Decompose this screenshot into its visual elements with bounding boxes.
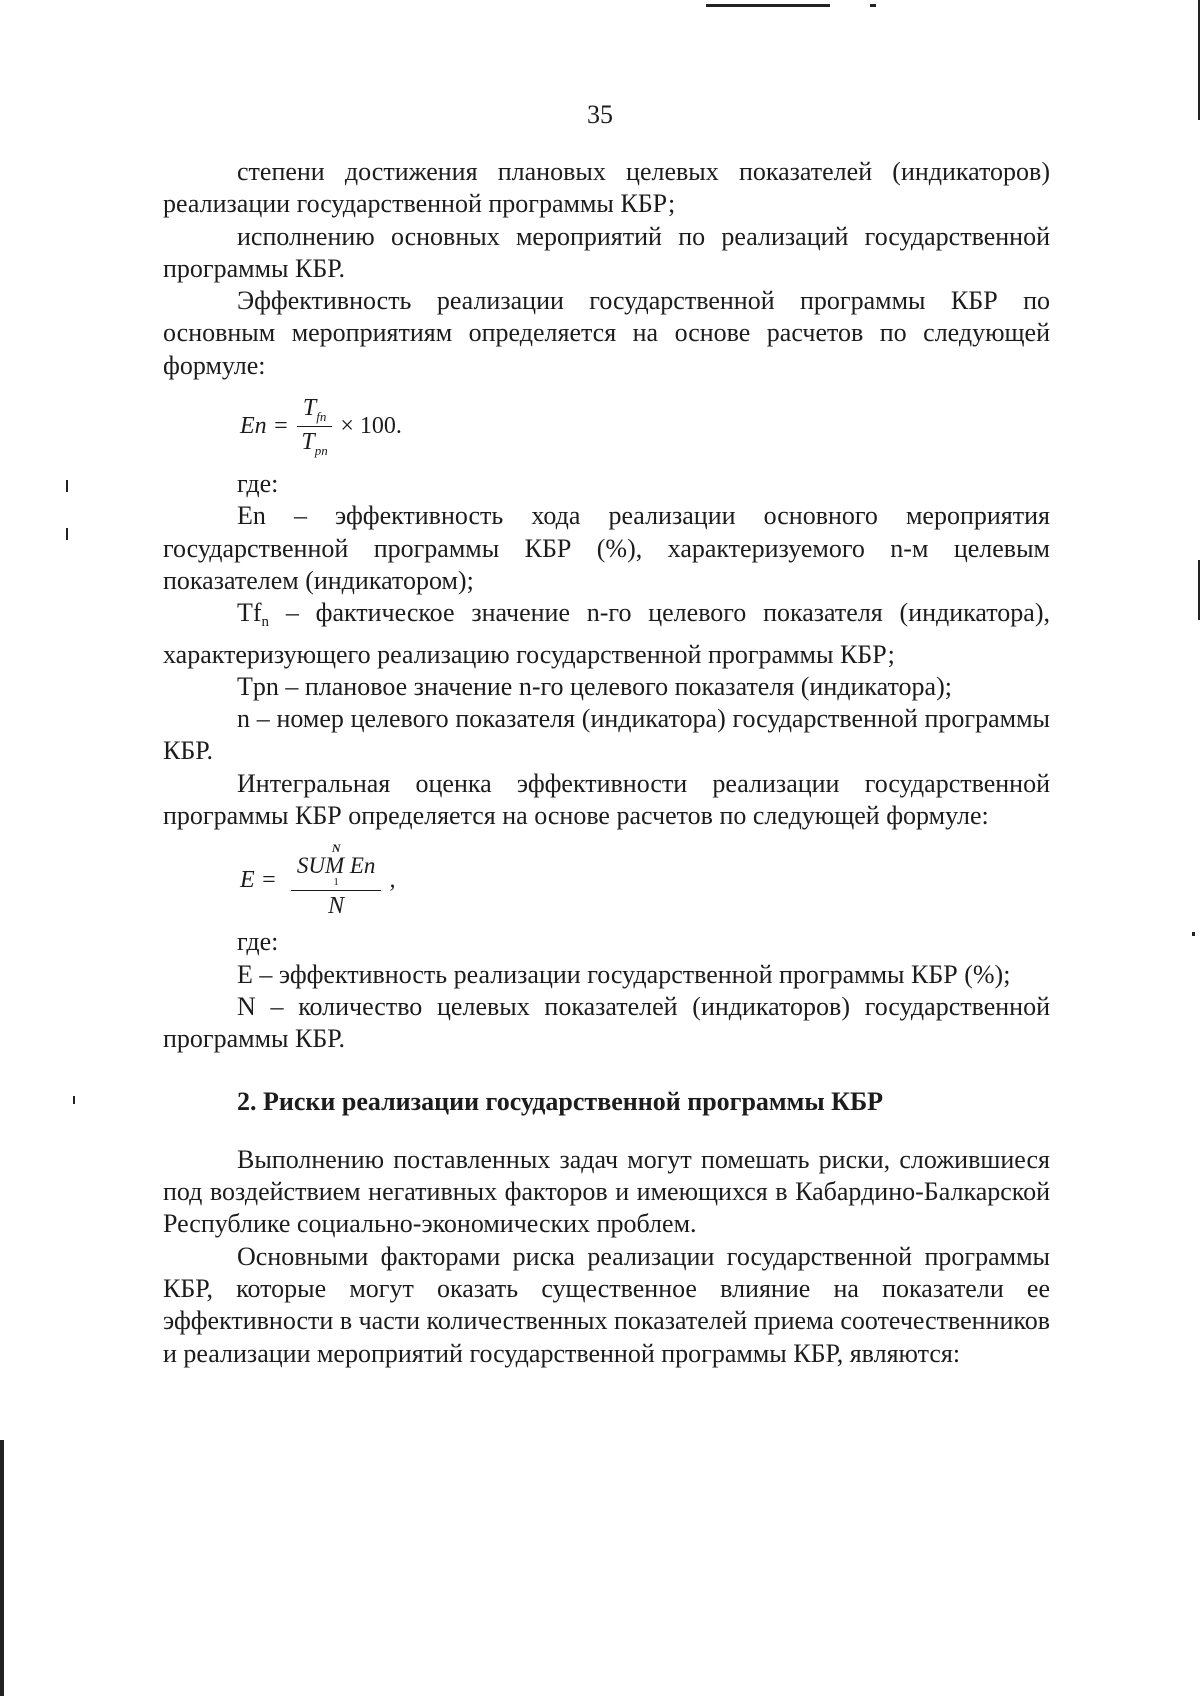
- paragraph-11: Выполнению поставленных задач могут помешать риски, сложившиеся под воздействием негативных факторов и имеющихся в Кабардино-Балкарской Республике социально-экономических проблем.: [163, 1144, 1050, 1239]
- scan-mark-right-dot: [1192, 932, 1195, 936]
- scan-mark-left-tick-1: [66, 480, 68, 492]
- formula-2-fraction: [291, 842, 382, 918]
- formula-2-tail: ,: [389, 867, 396, 894]
- formula-1-tail: × 100.: [340, 412, 402, 439]
- tf-description: – фактическое значение n-го целевого показателя (индикатора), характеризующего реализацию государственной программы КБР;: [163, 598, 1050, 669]
- formula-1-den-sub: pn: [314, 442, 328, 458]
- formula-2-lhs: E =: [240, 867, 277, 894]
- where-label-2: где:: [237, 927, 279, 957]
- scan-mark-left-tick-3: [73, 1096, 75, 1104]
- section-heading: 2. Риски реализации государственной программы КБР: [237, 1086, 884, 1116]
- paragraph-7: n – номер целевого показателя (индикатора) государственной программы КБР.: [163, 704, 1050, 766]
- scan-mark-left: [0, 1440, 4, 1696]
- formula-2-denominator: N: [328, 893, 345, 920]
- paragraph-6: Tpn – плановое значение n-го целевого показателя (индикатора);: [237, 671, 952, 701]
- sum-lower-limit: 1: [333, 876, 339, 889]
- paragraph-8: Интегральная оценка эффективности реализации государственной программы КБР определяется на основе расчетов по следующей формуле:: [163, 768, 1050, 831]
- scan-mark-top: [706, 4, 830, 7]
- sum-expression: SUM En: [296, 853, 376, 879]
- formula-1-den-main: T: [301, 428, 315, 455]
- scan-mark-left-tick-2: [66, 528, 68, 540]
- formula-2-numerator: [291, 842, 382, 891]
- formula-1-num-sub: fn: [316, 408, 327, 424]
- paragraph-2: исполнению основных мероприятий по реализаций государственной программы КБР.: [163, 221, 1050, 283]
- formula-integral: [240, 834, 1050, 926]
- formula-efficiency: [240, 384, 1050, 468]
- scan-mark-top-dot: [870, 4, 876, 7]
- tf-symbol: Tf: [237, 598, 262, 628]
- page-number: 35: [587, 100, 613, 129]
- where-label-1: где:: [237, 469, 279, 499]
- paragraph-3: Эффективность реализации государственной программы КБР по основным мероприятиям определяется на основе расчетов по следующей формуле:: [163, 286, 1050, 380]
- paragraph-1: степени достижения плановых целевых показателей (индикаторов) реализации государственной программы КБР;: [163, 157, 1050, 219]
- formula-1-fraction: [297, 396, 332, 457]
- paragraph-10: N – количество целевых показателей (индикаторов) государственной программы КБР.: [163, 991, 1050, 1054]
- body-text: [163, 156, 1050, 1370]
- sum-upper-limit: N: [331, 841, 341, 856]
- paragraph-12: Основными факторами риска реализации государственной программы КБР, которые могут оказать существенное влияние на показатели ее эффективности в части количественных показателей приема соотечественников и реализации мероприятий государственной программы КБР, являются:: [163, 1241, 1050, 1368]
- paragraph-4: En – эффективность хода реализации основного мероприятия государственной программы КБР (%), характеризуемого n-м целевым показателем (индикатором);: [163, 501, 1050, 595]
- tf-subscript: n: [261, 614, 270, 631]
- paragraph-9: E – эффективность реализации государственной программы КБР (%);: [237, 959, 1011, 989]
- paragraph-5: [163, 597, 1050, 671]
- formula-1-denominator: [301, 427, 327, 457]
- formula-1-numerator: [297, 396, 332, 427]
- formula-1-lhs: En =: [240, 412, 289, 439]
- formula-1-num-main: T: [302, 394, 317, 421]
